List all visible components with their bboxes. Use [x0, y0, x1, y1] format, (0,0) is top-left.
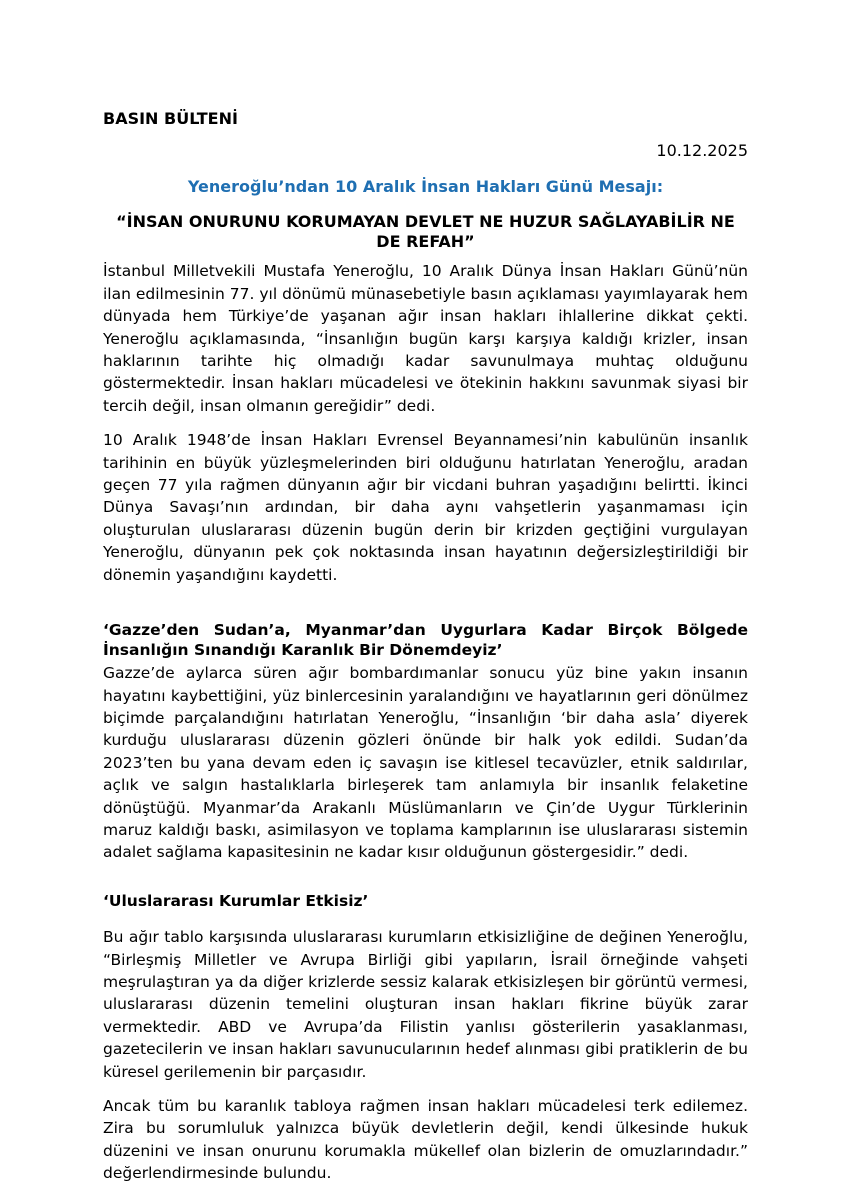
- section-heading-gaza: ‘Gazze’den Sudan’a, Myanmar’dan Uygurlara Kadar Birçok Bölgede İnsanlığın Sınandığı Karanlık Bir Dönemdeyiz’: [103, 621, 748, 660]
- release-date: 10.12.2025: [656, 141, 748, 160]
- paragraph-conclusion: Ancak tüm bu karanlık tabloya rağmen insan hakları mücadelesi terk edilemez. Zira bu sorumluluk yalnızca büyük devletlerin değil, kendi ülkesinde hukuk düzenini ve insan onurunu korumakla mükellef olan bizlerin de omuzlarındadır.” değerlendirmesinde bulundu.: [103, 1097, 748, 1183]
- doc-label: BASIN BÜLTENİ: [103, 109, 238, 128]
- section-heading-institutions: ‘Uluslararası Kurumlar Etkisiz’: [103, 891, 369, 910]
- paragraph-gaza: Gazze’de aylarca süren ağır bombardımanlar sonucu yüz bine yakın insanın hayatını kaybettiğini, yüz binlercesinin yaralandığını ve hayatlarının geri dönülmez biçimde parçalandığını hatırlatan Yeneroğlu, “İnsanlığın ‘bir daha asla’ diyerek kurduğu uluslararası düzenin gözleri önünde bir halk yok edildi. Sudan’da 2023’ten bu yana devam eden iç savaşın ise kitlesel tecavüzler, etnik saldırılar, açlık ve salgın hastalıklarla birleşerek tam anlamıyla bir insanlık felaketine dönüştüğü. Myanmar’da Arakanlı Müslümanların ve Çin’de Uygur Türklerinin maruz kaldığı baskı, asimilasyon ve toplama kamplarının ise uluslararası sistemin adalet sağlama kapasitesinin ne kadar kısır olduğunun göstergesidir.” dedi.: [103, 664, 748, 862]
- paragraph-intro: İstanbul Milletvekili Mustafa Yeneroğlu, 10 Aralık Dünya İnsan Hakları Günü’nün ilan edilmesinin 77. yıl dönümü münasebetiyle basın açıklaması yayımlayarak hem dünyada hem Türkiye’de yaşanan ağır insan hakları ihlallerine dikkat çekti. Yeneroğlu açıklamasında, “İnsanlığın bugün karşı karşıya kaldığı krizler, insan haklarının tarihte hiç olmadığı kadar savunulmaya muhtaç olduğunu göstermektedir. İnsan hakları mücadelesi ve ötekinin hakkını savunmak siyasi bir tercih değil, insan olmanın gereğidir” dedi.: [103, 262, 748, 415]
- paragraph-institutions: Bu ağır tablo karşısında uluslararası kurumların etkisizliğine de değinen Yeneroğlu, “Birleşmiş Milletler ve Avrupa Birliği gibi yapıların, İsrail örneğinde vahşeti meşrulaştıran ya da diğer krizlerde sessiz kalarak etkisizleşen bir görüntü vermesi, uluslararası düzenin temelini oluşturan insan hakları fikrine büyük zarar vermektedir. ABD ve Avrupa’da Filistin yanlısı gösterilerin yasaklanması, gazetecilerin ve insan hakları savunucularının hedef alınması gibi pratiklerin de bu küresel gerilemenin bir parçasıdır.: [103, 928, 748, 1081]
- subtitle: Yeneroğlu’ndan 10 Aralık İnsan Hakları Günü Mesajı:: [187, 177, 664, 196]
- press-release-page: [103, 108, 748, 1185]
- headline: “İNSAN ONURUNU KORUMAYAN DEVLET NE HUZUR SAĞLAYABİLİR NE DE REFAH”: [116, 212, 735, 252]
- paragraph-declaration: 10 Aralık 1948’de İnsan Hakları Evrensel Beyannamesi’nin kabulünün insanlık tarihinin en büyük yüzleşmelerinden biri olduğunu hatırlatan Yeneroğlu, aradan geçen 77 yıla rağmen dünyanın ağır bir vicdani buhran yaşadığını belirtti. İkinci Dünya Savaşı’nın ardından, bir daha aynı vahşetlerin yaşanmaması için oluşturulan uluslararası düzenin bugün derin bir krizden geçtiğini vurgulayan Yeneroğlu, dünyanın pek çok noktasında insan hayatının değersizleştirildiği bir dönemin yaşandığını kaydetti.: [103, 431, 748, 584]
